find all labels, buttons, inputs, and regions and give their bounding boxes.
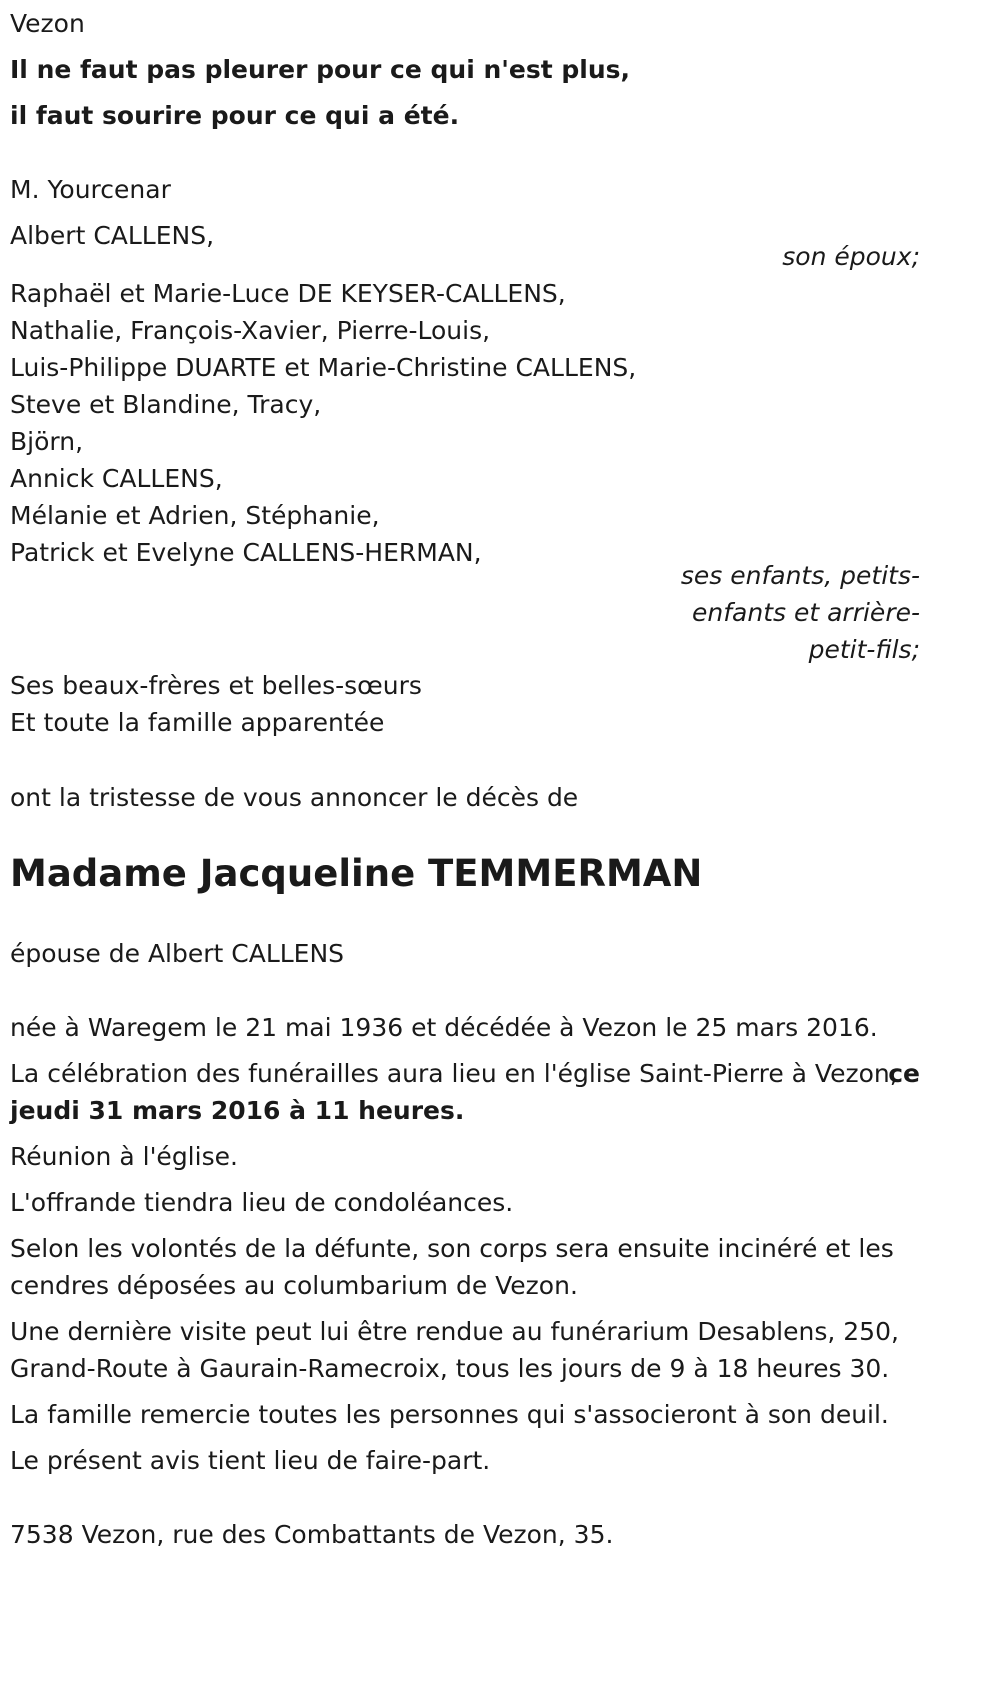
thanks: La famille remercie toutes les personnes qui s'associeront à son deuil. (10, 1400, 889, 1429)
wishes-line-1: Selon les volontés de la défunte, son corps sera ensuite incinéré et les (10, 1234, 894, 1263)
child-line: Annick CALLENS, (10, 464, 223, 493)
spouse-name: Albert CALLENS, (10, 221, 215, 250)
children-role-line-2: enfants et arrière- (692, 598, 920, 627)
offering: L'offrande tiendra lieu de condoléances. (10, 1188, 514, 1217)
child-line: Raphaël et Marie-Luce DE KEYSER-CALLENS, (10, 279, 566, 308)
visit-line-2: Grand-Route à Gaurain-Ramecroix, tous les jours de 9 à 18 heures 30. (10, 1354, 890, 1383)
relatives-line-1: Ses beaux-frères et belles-sœurs (10, 671, 422, 700)
born-died: née à Waregem le 21 mai 1936 et décédée à Vezon le 25 mars 2016. (10, 1013, 878, 1042)
deceased-name: Madame Jacqueline TEMMERMAN (10, 852, 703, 895)
ceremony-line-2: jeudi 31 mars 2016 à 11 heures. (10, 1096, 465, 1125)
child-line: Nathalie, François-Xavier, Pierre-Louis, (10, 316, 491, 345)
child-line: Mélanie et Adrien, Stéphanie, (10, 501, 380, 530)
children-role-line-3: petit-fils; (808, 635, 920, 664)
spouse-role: son époux; (782, 242, 920, 271)
ceremony-line-1 (10, 1058, 920, 1090)
address: 7538 Vezon, rue des Combattants de Vezon, 35. (10, 1520, 614, 1549)
announcement: ont la tristesse de vous annoncer le décès de (10, 783, 579, 812)
child-line: Björn, (10, 427, 84, 456)
quote-line-1: Il ne faut pas pleurer pour ce qui n'est plus, (10, 55, 631, 84)
quote-line-2: il faut sourire pour ce qui a été. (10, 101, 460, 130)
child-line: Luis-Philippe DUARTE et Marie-Christine CALLENS, (10, 353, 637, 382)
reunion: Réunion à l'église. (10, 1142, 238, 1171)
visit-line-1: Une dernière visite peut lui être rendue au funérarium Desablens, 250, (10, 1317, 899, 1346)
children-role-line-1: ses enfants, petits- (680, 561, 920, 590)
ceremony-bold-end: ce (888, 1059, 920, 1088)
child-line: Steve et Blandine, Tracy, (10, 390, 322, 419)
wishes-line-2: cendres déposées au columbarium de Vezon. (10, 1271, 578, 1300)
quote-author: M. Yourcenar (10, 175, 171, 204)
relatives-line-2: Et toute la famille apparentée (10, 708, 385, 737)
child-line: Patrick et Evelyne CALLENS-HERMAN, (10, 538, 482, 567)
ceremony-text: La célébration des funérailles aura lieu en l'église Saint-Pierre à Vezon, (10, 1059, 898, 1088)
spouse-of: épouse de Albert CALLENS (10, 939, 345, 968)
location-header: Vezon (10, 9, 85, 38)
notice: Le présent avis tient lieu de faire-part. (10, 1446, 491, 1475)
